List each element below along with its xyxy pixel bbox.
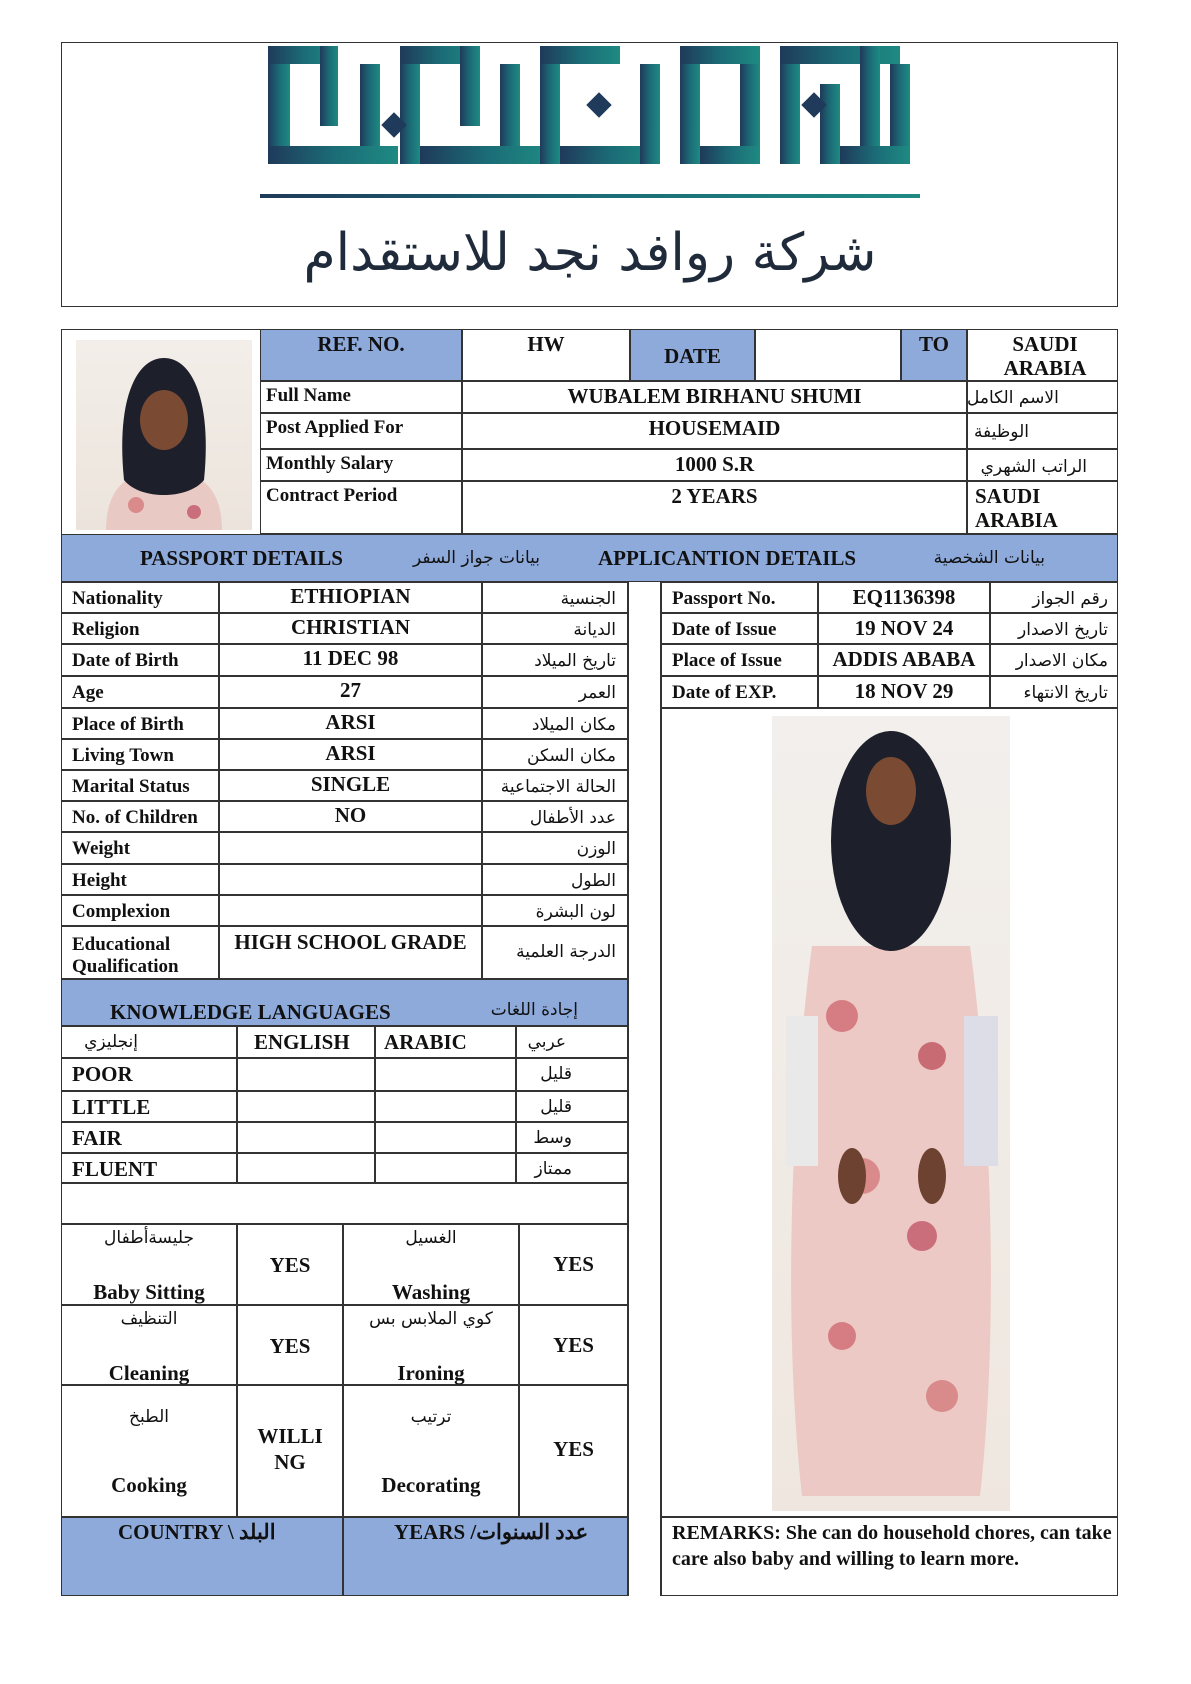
personal-label-ar: عدد الأطفال (529, 808, 616, 828)
personal-label-ar: مكان السكن (527, 746, 616, 766)
lang-level: FLUENT (72, 1157, 158, 1181)
applicant-full-photo (772, 716, 1010, 1511)
application-details-title-ar: بيانات الشخصية (933, 548, 1045, 568)
english-col: ENGLISH (254, 1030, 350, 1054)
post-label-ar: الوظيفة (973, 422, 1029, 442)
personal-label: Marital Status (72, 776, 190, 797)
skill-right-en: Washing (391, 1280, 471, 1304)
personal-value: 11 DEC 98 (302, 646, 399, 670)
personal-value: 27 (340, 678, 361, 702)
skill-right-ar: كوي الملابس بس (369, 1309, 493, 1329)
application-details-title: APPLICANTION DETAILS (598, 546, 857, 570)
lang-arabic-cell (375, 1153, 516, 1183)
lang-level-ar: ممتاز (534, 1159, 572, 1179)
lang-level-ar: قليل (540, 1064, 572, 1084)
lang-arabic-cell (375, 1058, 516, 1091)
personal-label: Complexion (72, 901, 171, 922)
personal-label-ar: لون البشرة (535, 902, 616, 922)
skill-left-ar: الطبخ (129, 1407, 169, 1427)
country-label: COUNTRY \ البلد (118, 1520, 276, 1544)
personal-label-ar: مكان الميلاد (531, 715, 616, 735)
full-name-value: WUBALEM BIRHANU SHUMI (567, 384, 862, 408)
skill-left-ar: التنظيف (120, 1309, 178, 1329)
personal-label-ar: الحالة الاجتماعية (500, 777, 616, 797)
passport-value: ADDIS ABABA (832, 647, 976, 671)
contract-label: Contract Period (266, 485, 398, 506)
gap-divider (628, 582, 661, 1596)
personal-label-ar: تاريخ الميلاد (534, 651, 616, 671)
passport-label-ar: رقم الجواز (1032, 589, 1108, 609)
personal-label-ar: الدرجة العلمية (516, 942, 616, 962)
skill-left-en: Cleaning (108, 1361, 190, 1385)
post-value: HOUSEMAID (648, 416, 781, 440)
passport-details-title-ar: بيانات جواز السفر (412, 548, 540, 568)
lang-english-cell (237, 1058, 375, 1091)
personal-label: Place of Birth (72, 714, 184, 735)
personal-value: SINGLE (310, 772, 391, 796)
company-logo-icon (260, 44, 920, 214)
personal-value-cell (219, 864, 482, 895)
skill-left-en: Cooking (111, 1473, 187, 1497)
salary-label-ar: الراتب الشهري (980, 457, 1087, 477)
arabic-col-ar: عربي (527, 1032, 566, 1052)
contract-country: SAUDI ARABIA (975, 484, 1058, 532)
personal-label: Educational Qualification (72, 934, 179, 977)
to-value: SAUDI ARABIA (1003, 332, 1087, 380)
skill-right-en: Ironing (397, 1361, 465, 1385)
personal-value: NO (334, 803, 367, 827)
skill-left-ar: جليسةأطفال (104, 1228, 194, 1248)
passport-value: 18 NOV 29 (854, 679, 954, 703)
date-value-cell (755, 329, 901, 381)
personal-value-cell (219, 832, 482, 864)
personal-label: Height (72, 870, 127, 891)
salary-value: 1000 S.R (674, 452, 755, 476)
passport-details-title: PASSPORT DETAILS (140, 546, 343, 570)
personal-label: Age (72, 682, 104, 703)
personal-value-cell (219, 895, 482, 926)
contract-value: 2 YEARS (671, 484, 758, 508)
skill-right-en: Decorating (381, 1473, 481, 1497)
skill-left-value: WILLI NG (257, 1424, 323, 1474)
applicant-portrait-photo (76, 340, 252, 530)
lang-arabic-cell (375, 1122, 516, 1153)
skill-right-value: YES (553, 1333, 594, 1357)
passport-label: Date of EXP. (672, 682, 777, 703)
full-name-label-ar: الاسم الكامل (967, 388, 1059, 408)
arabic-col: ARABIC (384, 1030, 467, 1054)
personal-label-ar: العمر (578, 683, 616, 703)
passport-label-ar: تاريخ الاصدار (1018, 620, 1108, 640)
date-label: DATE (664, 344, 721, 368)
personal-label-ar: الديانة (573, 620, 616, 640)
personal-value: CHRISTIAN (290, 615, 411, 639)
personal-label: Nationality (72, 588, 163, 609)
personal-label: Religion (72, 619, 140, 640)
personal-label: No. of Children (72, 807, 198, 828)
passport-label: Passport No. (672, 588, 776, 609)
lang-level-ar: وسط (533, 1128, 572, 1148)
salary-label: Monthly Salary (266, 453, 394, 474)
skill-left-value: YES (269, 1334, 311, 1358)
to-label: TO (919, 332, 949, 356)
lang-level: LITTLE (72, 1095, 151, 1119)
personal-label: Date of Birth (72, 650, 179, 671)
portrait-icon (76, 340, 252, 530)
passport-value: 19 NOV 24 (854, 616, 954, 640)
ref-label: REF. NO. (317, 332, 405, 356)
languages-title: KNOWLEDGE LANGUAGES (110, 1000, 391, 1024)
personal-label: Living Town (72, 745, 174, 766)
full-body-icon (772, 716, 1010, 1511)
personal-value: HIGH SCHOOL GRADE (234, 930, 467, 954)
skill-right-value: YES (553, 1437, 594, 1461)
passport-label-ar: مكان الاصدار (1015, 651, 1108, 671)
passport-label: Date of Issue (672, 619, 777, 640)
languages-title-ar: إجادة اللغات (490, 1000, 578, 1020)
skill-left-value: YES (269, 1253, 311, 1277)
remarks-text: REMARKS: She can do household chores, can take care also baby and willing to learn more. (672, 1522, 1112, 1570)
personal-label-ar: الجنسية (560, 589, 616, 609)
skill-left-en: Baby Sitting (93, 1280, 205, 1304)
lang-level: POOR (72, 1062, 133, 1086)
company-name-arabic: شركة روافد نجد للاستقدام (303, 223, 877, 283)
ref-value: HW (527, 332, 565, 356)
passport-label-ar: تاريخ الانتهاء (1023, 683, 1108, 703)
personal-label-ar: الوزن (576, 839, 616, 859)
personal-value: ARSI (325, 741, 376, 765)
personal-value: ARSI (325, 710, 376, 734)
lang-english-cell (237, 1122, 375, 1153)
passport-value: EQ1136398 (852, 585, 956, 609)
personal-value: ETHIOPIAN (290, 584, 411, 608)
lang-english-cell (237, 1153, 375, 1183)
skill-right-ar: الغسيل (405, 1228, 457, 1248)
passport-label: Place of Issue (672, 650, 782, 671)
english-col-ar: إنجليزي (84, 1032, 138, 1052)
personal-label: Weight (72, 838, 131, 859)
lang-english-cell (237, 1091, 375, 1122)
personal-label-ar: الطول (571, 871, 616, 891)
post-label: Post Applied For (266, 417, 404, 438)
lang-level-ar: قليل (540, 1097, 572, 1117)
full-name-label: Full Name (266, 385, 351, 406)
skill-right-ar: ترتيب (410, 1407, 452, 1427)
lang-level: FAIR (72, 1126, 122, 1150)
spacer-row (61, 1183, 628, 1224)
lang-arabic-cell (375, 1091, 516, 1122)
skill-right-value: YES (553, 1252, 594, 1276)
years-label: YEARS /عدد السنوات (394, 1520, 589, 1544)
